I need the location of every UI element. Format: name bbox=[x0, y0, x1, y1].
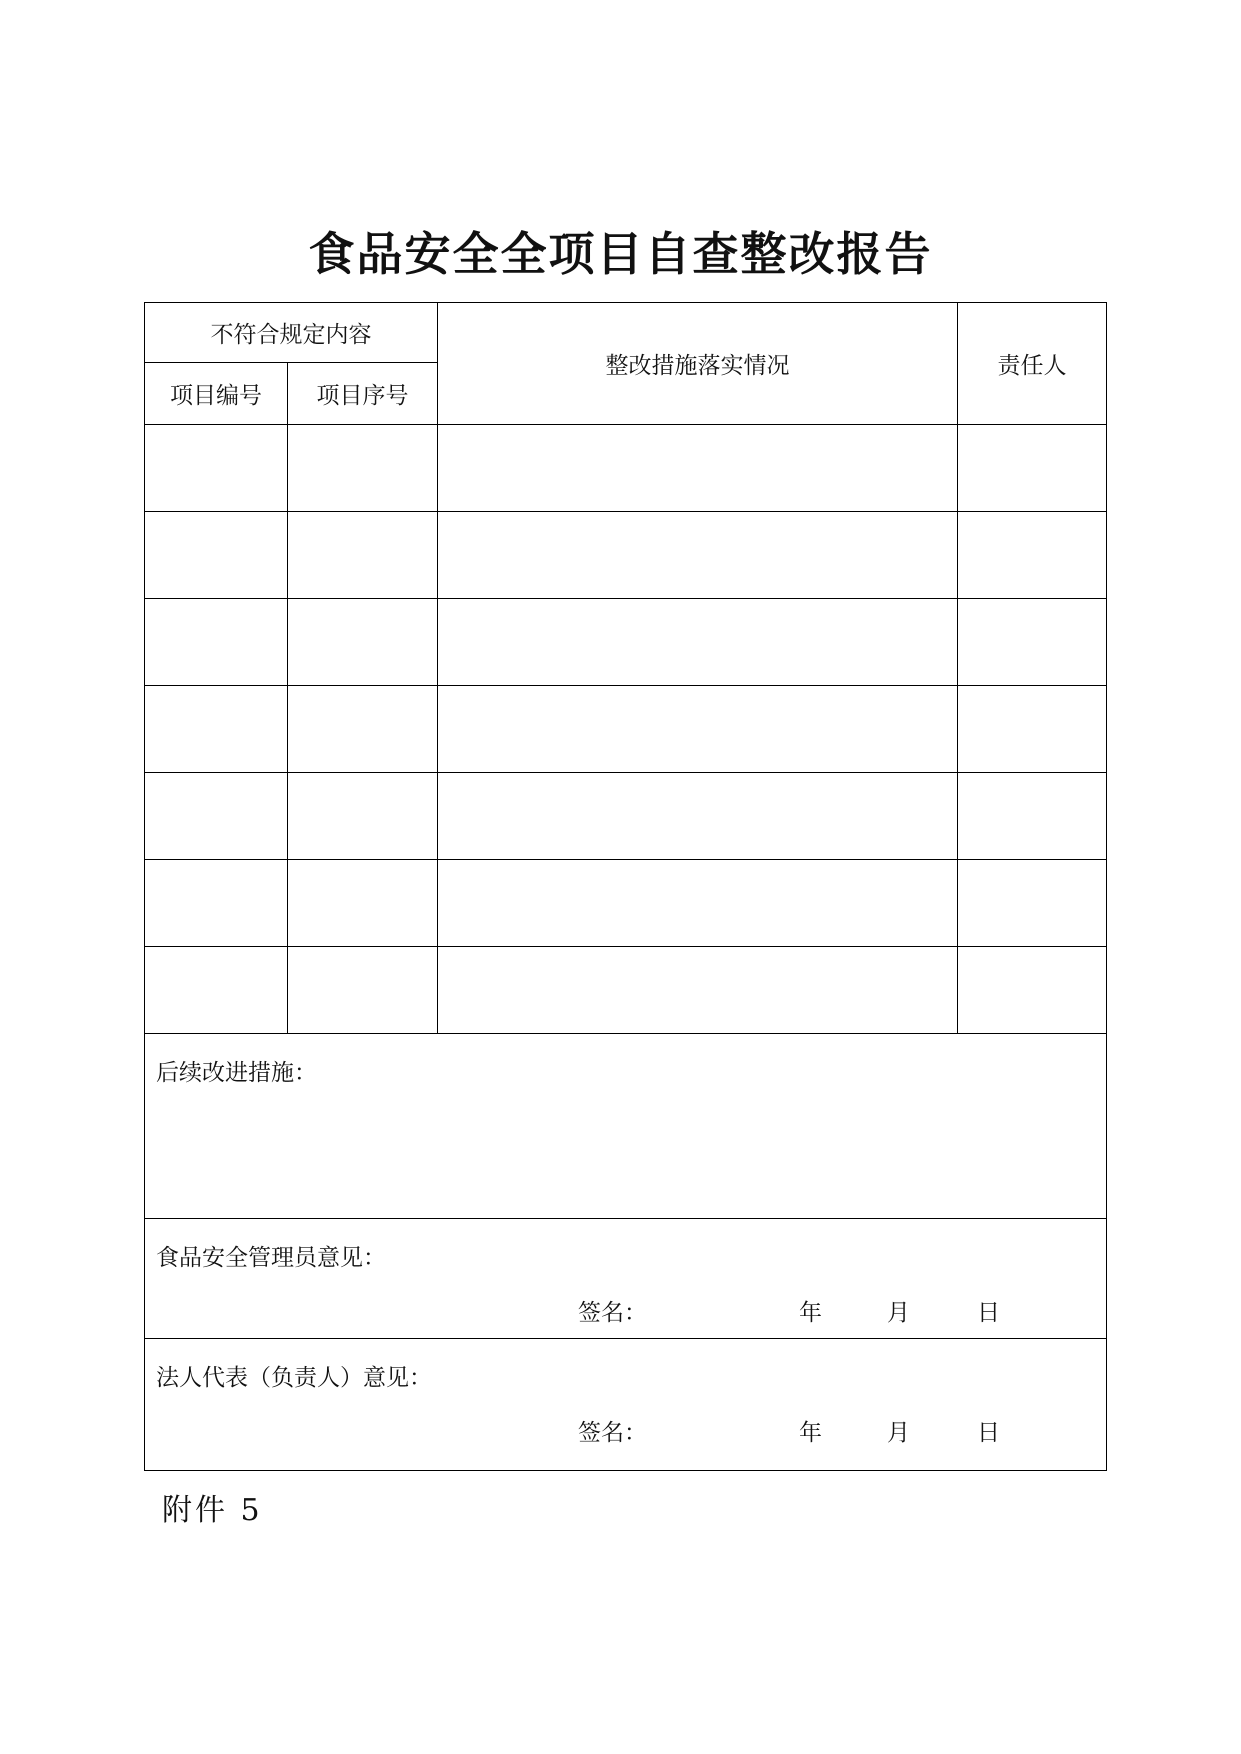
table-row bbox=[145, 773, 1107, 860]
measures-cell[interactable] bbox=[438, 599, 958, 686]
item-seq-cell[interactable] bbox=[288, 425, 438, 512]
item-code-cell[interactable] bbox=[145, 425, 288, 512]
measures-cell[interactable] bbox=[438, 686, 958, 773]
header-noncompliance: 不符合规定内容 bbox=[145, 303, 438, 363]
item-code-cell[interactable] bbox=[145, 686, 288, 773]
item-code-cell[interactable] bbox=[145, 599, 288, 686]
table-row bbox=[145, 425, 1107, 512]
responsible-cell[interactable] bbox=[958, 512, 1107, 599]
item-code-cell[interactable] bbox=[145, 947, 288, 1034]
manager-signature-label: 签名： bbox=[578, 1300, 647, 1326]
item-seq-cell[interactable] bbox=[288, 947, 438, 1034]
report-title: 食品安全全项目自查整改报告 bbox=[308, 227, 933, 281]
table-row bbox=[145, 947, 1107, 1034]
responsible-cell[interactable] bbox=[958, 947, 1107, 1034]
legal-signature-line bbox=[145, 1392, 1106, 1452]
header-measures: 整改措施落实情况 bbox=[438, 303, 958, 425]
item-seq-cell[interactable] bbox=[288, 599, 438, 686]
improvement-section[interactable] bbox=[145, 1034, 1107, 1219]
table-row bbox=[145, 686, 1107, 773]
improvement-label: 后续改进措施： bbox=[156, 1060, 317, 1086]
measures-cell[interactable] bbox=[438, 947, 958, 1034]
header-item-seq: 项目序号 bbox=[288, 363, 438, 425]
item-seq-cell[interactable] bbox=[288, 773, 438, 860]
manager-signature-line bbox=[145, 1272, 1106, 1332]
item-seq-cell[interactable] bbox=[288, 860, 438, 947]
table-row bbox=[145, 512, 1107, 599]
header-row-top bbox=[145, 303, 1107, 363]
legal-month-label: 月 bbox=[887, 1420, 910, 1446]
item-seq-cell[interactable] bbox=[288, 686, 438, 773]
rectification-table bbox=[144, 302, 1107, 1471]
item-code-cell[interactable] bbox=[145, 773, 288, 860]
responsible-cell[interactable] bbox=[958, 860, 1107, 947]
manager-day-label: 日 bbox=[977, 1300, 1000, 1326]
legal-opinion-label: 法人代表（负责人）意见： bbox=[156, 1365, 432, 1391]
header-item-code: 项目编号 bbox=[145, 363, 288, 425]
responsible-cell[interactable] bbox=[958, 599, 1107, 686]
measures-cell[interactable] bbox=[438, 512, 958, 599]
legal-year-label: 年 bbox=[799, 1420, 822, 1446]
item-seq-cell[interactable] bbox=[288, 512, 438, 599]
legal-signature-label: 签名： bbox=[578, 1420, 647, 1446]
table-row bbox=[145, 860, 1107, 947]
legal-day-label: 日 bbox=[977, 1420, 1000, 1446]
manager-year-label: 年 bbox=[799, 1300, 822, 1326]
manager-opinion-row bbox=[145, 1219, 1107, 1339]
table-row bbox=[145, 599, 1107, 686]
manager-month-label: 月 bbox=[887, 1300, 910, 1326]
attachment-label: 附件 5 bbox=[162, 1493, 263, 1528]
item-code-cell[interactable] bbox=[145, 860, 288, 947]
improvement-row bbox=[145, 1034, 1107, 1219]
item-code-cell[interactable] bbox=[145, 512, 288, 599]
measures-cell[interactable] bbox=[438, 860, 958, 947]
legal-opinion-section[interactable] bbox=[145, 1339, 1107, 1471]
responsible-cell[interactable] bbox=[958, 425, 1107, 512]
responsible-cell[interactable] bbox=[958, 686, 1107, 773]
measures-cell[interactable] bbox=[438, 773, 958, 860]
measures-cell[interactable] bbox=[438, 425, 958, 512]
responsible-cell[interactable] bbox=[958, 773, 1107, 860]
legal-opinion-row bbox=[145, 1339, 1107, 1471]
header-responsible: 责任人 bbox=[958, 303, 1107, 425]
manager-opinion-label: 食品安全管理员意见： bbox=[156, 1245, 386, 1271]
manager-opinion-section[interactable] bbox=[145, 1219, 1107, 1339]
